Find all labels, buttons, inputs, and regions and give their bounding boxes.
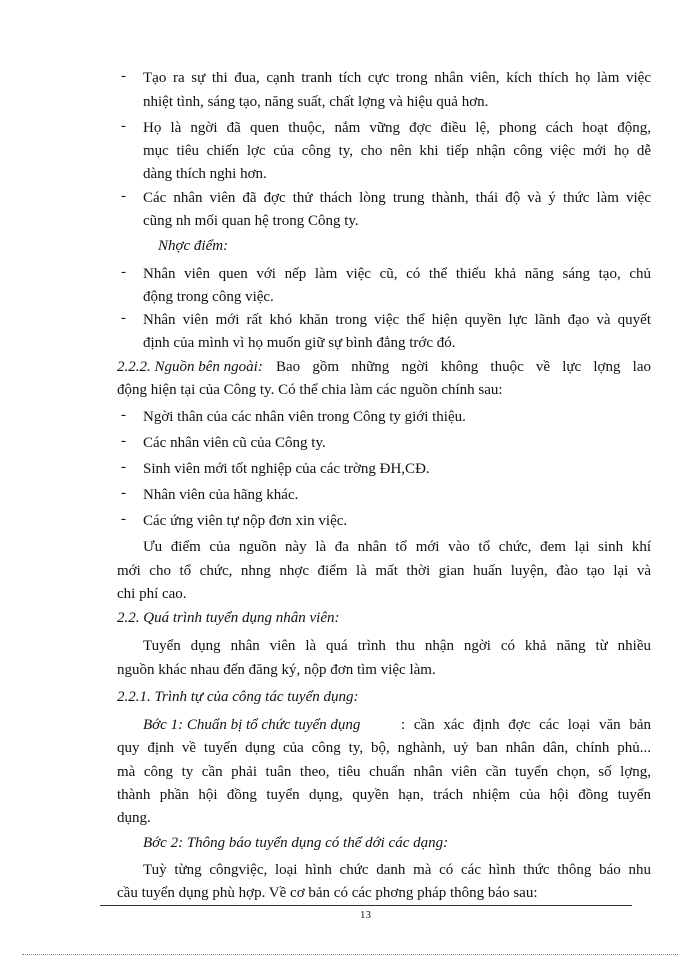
section-heading-2-2-2: 2.2.2. Nguồn bên ngoài: — [117, 359, 263, 375]
body-text-line: mục tiêu chiến lợc của công ty, cho nên khi tiếp nhận công việc mới họ dễ — [143, 143, 651, 159]
body-text-line: nguồn khác nhau đến đăng ký, nộp đơn tìm việc làm. — [117, 662, 436, 678]
body-text-line: Các nhân viên cũ của Công ty. — [143, 435, 326, 451]
body-text-line: Ưu điểm của nguồn này là đa nhân tố mới vào tổ chức, đem lại sinh khí — [143, 539, 651, 555]
body-text-line: Tuỳ từng côngviệc, loại hình chức danh mà có các hình thức thông báo nhu — [143, 862, 651, 878]
bullet-marker: - — [121, 68, 126, 84]
footer-rule — [100, 905, 632, 906]
step-1-heading: Bớc 1: Chuẩn bị tổ chức tuyển dụng — [143, 717, 361, 733]
body-text-line: Nhân viên quen với nếp làm việc cũ, có thể thiếu khả năng sáng tạo, chủ — [143, 266, 651, 282]
page-boundary — [22, 954, 678, 955]
bullet-marker: - — [121, 511, 126, 527]
body-text-line: động hiện tại của Công ty. Có thể chia làm các nguồn chính sau: — [117, 382, 503, 398]
page-number: 13 — [360, 909, 371, 921]
body-text-line: Nhân viên mới rất khó khăn trong việc thể hiện quyền lực lãnh đạo và quyết — [143, 312, 651, 328]
bullet-marker: - — [121, 118, 126, 134]
bullet-marker: - — [121, 310, 126, 326]
body-text-line: : cần xác định đợc các loại văn bản — [401, 717, 651, 733]
body-text-line: cũng nh mối quan hệ trong Công ty. — [143, 213, 359, 229]
body-text-line: quy định về tuyển dụng của công ty, bộ, nghành, uỷ ban nhân dân, chính phủ... — [117, 740, 651, 756]
body-text-line: thành phần hội đồng tuyển dụng, quyền hạn, trách nhiệm của hội đồng tuyển — [117, 787, 651, 803]
body-text-line: Tuyển dụng nhân viên là quá trình thu nhận ngời có khả năng từ nhiều — [143, 638, 651, 654]
section-heading-2-2: 2.2. Quá trình tuyển dụng nhân viên: — [117, 610, 340, 626]
body-text-line: động trong công việc. — [143, 289, 274, 305]
body-text-line: Tạo ra sự thi đua, cạnh tranh tích cực trong nhân viên, kích thích họ làm việc — [143, 70, 651, 86]
body-text-line: Sinh viên mới tốt nghiệp của các trờng ĐH,CĐ. — [143, 461, 430, 477]
bullet-marker: - — [121, 433, 126, 449]
body-text-line: định của mình vì họ muốn giữ sự bình đẳng trớc đó. — [143, 335, 456, 351]
section-heading-2-2-1: 2.2.1. Trình tự của công tác tuyển dụng: — [117, 689, 359, 705]
bullet-marker: - — [121, 264, 126, 280]
body-text-line: Các ứng viên tự nộp đơn xin việc. — [143, 513, 348, 529]
body-text-line: Ngời thân của các nhân viên trong Công ty giới thiệu. — [143, 409, 466, 425]
body-text-line: Nhân viên của hãng khác. — [143, 487, 299, 503]
body-text-line: nhiệt tình, sáng tạo, năng suất, chất lợng và hiệu quả hơn. — [143, 94, 489, 110]
body-text-line: Bao gồm những ngời không thuộc về lực lợng lao — [276, 359, 651, 375]
bullet-marker: - — [121, 459, 126, 475]
bullet-marker: - — [121, 407, 126, 423]
bullet-marker: - — [121, 188, 126, 204]
body-text-line: mà công ty cần phải tuân theo, tiêu chuẩn nhân viên cần tuyển chọn, số lợng, — [117, 764, 651, 780]
body-text-line: cầu tuyển dụng phù hợp. Về cơ bản có các phơng pháp thông báo sau: — [117, 885, 538, 901]
disadvantages-heading: Nhợc điểm: — [158, 238, 229, 254]
body-text-line: dụng. — [117, 810, 151, 826]
body-text-line: mới cho tổ chức, nhng nhợc điểm là mất thời gian huấn luyện, đào tạo lại và — [117, 563, 651, 579]
body-text-line: Họ là ngời đã quen thuộc, nắm vững đợc điều lệ, phong cách hoạt động, — [143, 120, 651, 136]
body-text-line: Các nhân viên đã đợc thử thách lòng trung thành, thái độ và ý thức làm việc — [143, 190, 651, 206]
bullet-marker: - — [121, 485, 126, 501]
body-text-line: dàng thích nghi hơn. — [143, 166, 267, 182]
body-text-line: chi phí cao. — [117, 586, 187, 602]
step-2-heading: Bớc 2: Thông báo tuyển dụng có thể dới các dạng: — [143, 835, 449, 851]
